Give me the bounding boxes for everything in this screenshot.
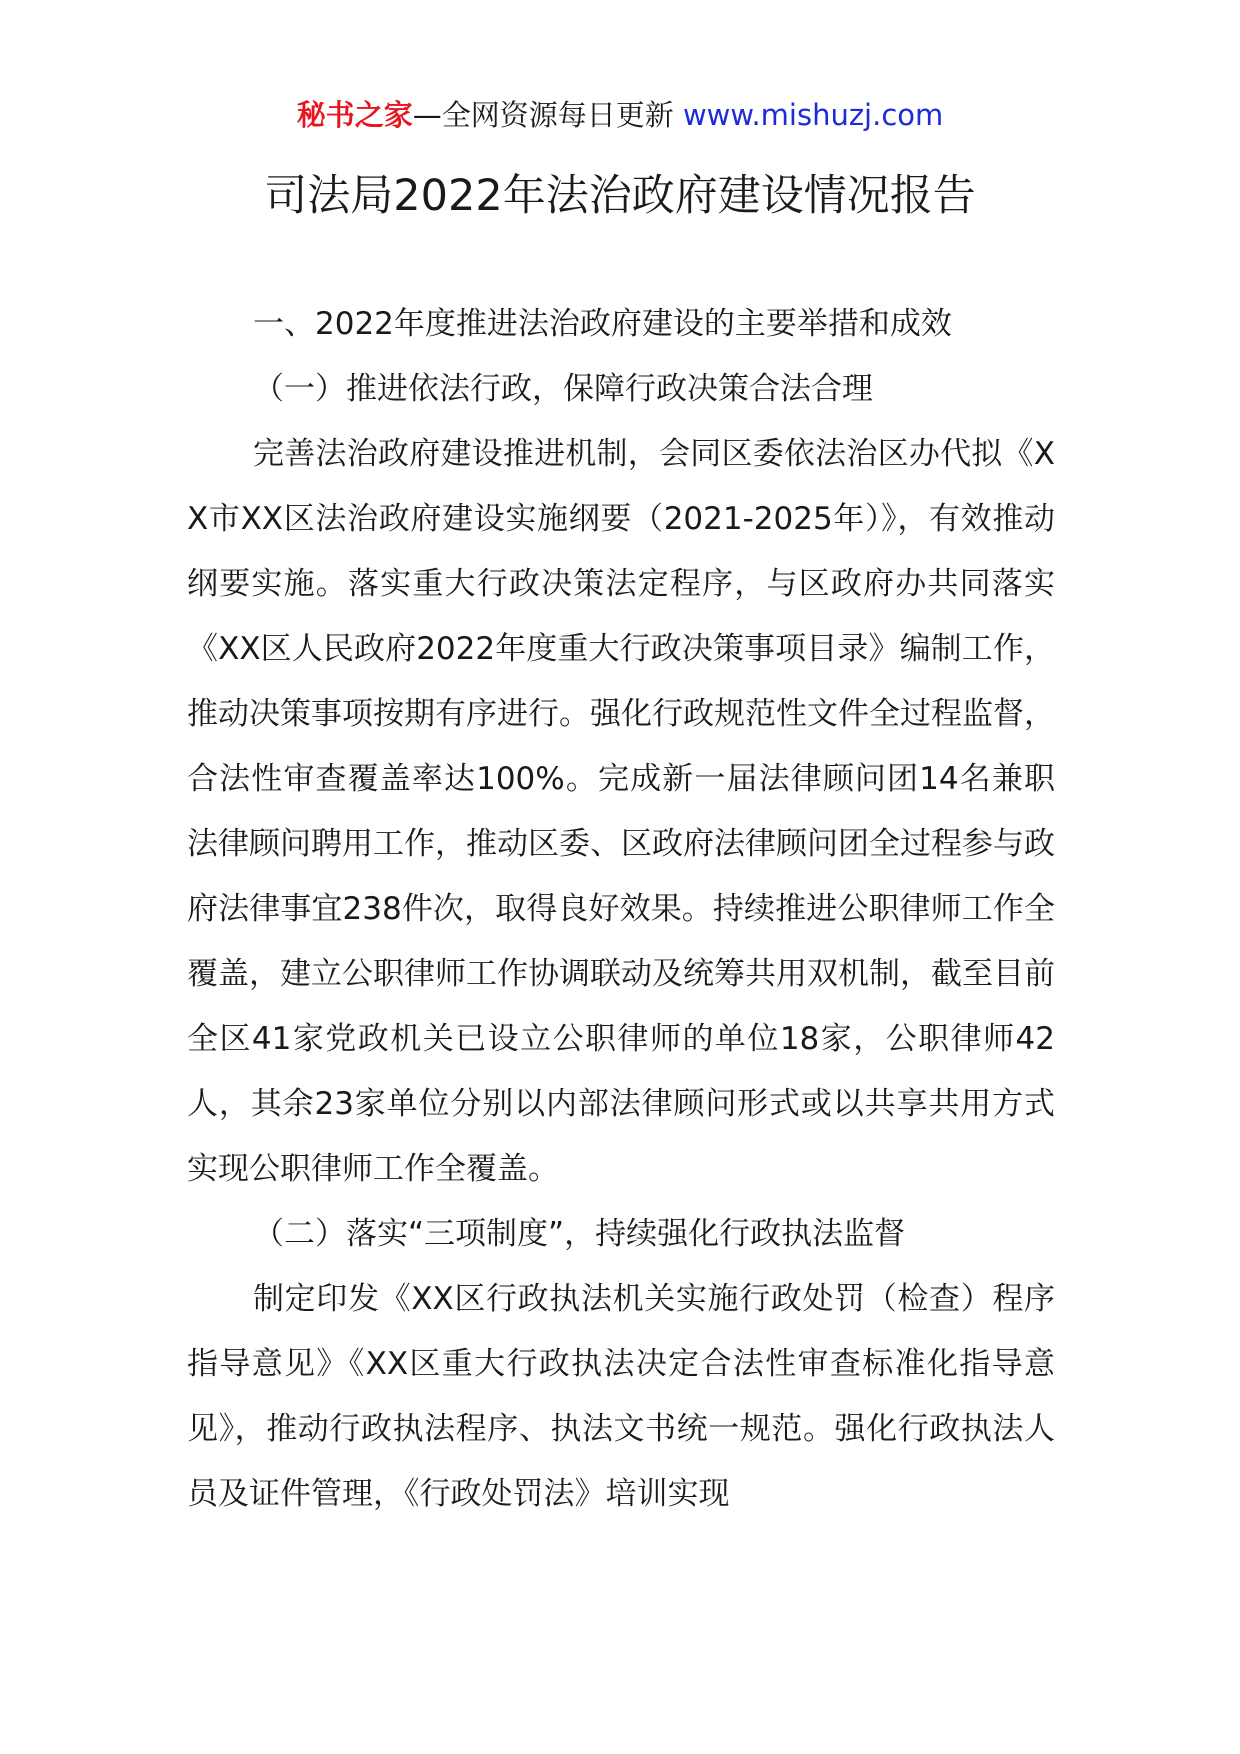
brand-name: 秘书之家	[296, 98, 413, 132]
subsection-heading-1: （一）推进依法行政，保障行政决策合法合理	[253, 371, 873, 407]
site-banner	[0, 95, 1240, 135]
body-paragraph-1: 完善法治政府建设推进机制，会同区委依法治区办代拟《XX市XX区法治政府建设实施纲要（2021-2025年）》，有效推动纲要实施。落实重大行政决策法定程序，与区政府办共同落实《XX区人民政府2022年度重大行政决策事项目录》编制工作，推动决策事项按期有序进行。强化行政规范性文件全过程监督，合法性审查覆盖率达100%。完成新一届法律顾问团14名兼职法律顾问聘用工作，推动区委、区政府法律顾问团全过程参与政府法律事宜238件次，取得良好效果。持续推进公职律师工作全覆盖，建立公职律师工作协调联动及统筹共用双机制，截至目前全区41家党政机关已设立公职律师的单位18家，公职律师42人，其余23家单位分别以内部法律顾问形式或以共享共用方式实现公职律师工作全覆盖。	[187, 436, 1055, 1187]
subsection-heading-2: （二）落实“三项制度”，持续强化行政执法监督	[253, 1216, 906, 1252]
body-paragraph-2: 制定印发《XX区行政执法机关实施行政处罚（检查）程序指导意见》《XX区重大行政执法决定合法性审查标准化指导意见》，推动行政执法程序、执法文书统一规范。强化行政执法人员及证件管理，《行政处罚法》培训实现	[187, 1281, 1055, 1512]
document-title: 司法局2022年法治政府建设情况报告	[264, 171, 976, 221]
section-heading-1: 一、2022年度推进法治政府建设的主要举措和成效	[253, 306, 952, 342]
document-body	[187, 292, 1055, 1527]
site-url-link[interactable]: www.mishuzj.com	[682, 98, 944, 132]
banner-slogan: —全网资源每日更新	[412, 98, 674, 132]
